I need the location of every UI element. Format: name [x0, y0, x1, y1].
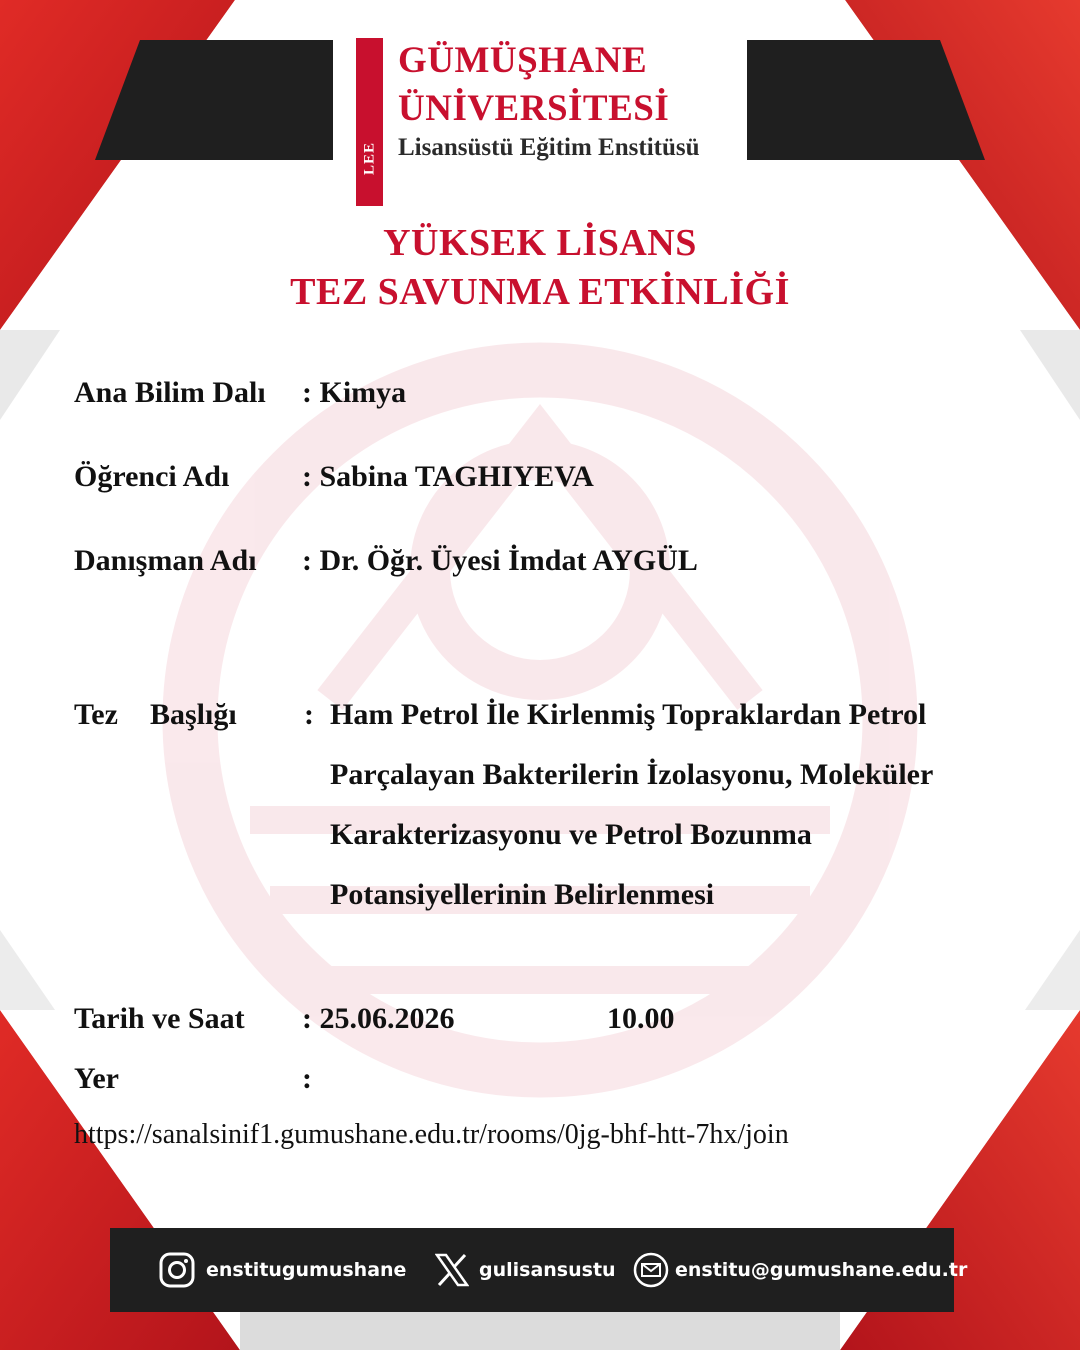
- thesis-label-part2: Başlığı: [150, 698, 237, 731]
- university-name-line2: ÜNİVERSİTESİ: [398, 88, 670, 129]
- instagram-icon: [158, 1251, 196, 1289]
- time-value: 10.00: [607, 1002, 675, 1035]
- student-value: : Sabina TAGHIYEVA: [302, 460, 594, 493]
- thesis-title-line: Ham Petrol İle Kirlenmiş Topraklardan Petrol: [330, 698, 927, 731]
- student-label: Öğrenci Adı: [74, 460, 230, 493]
- email-icon: [633, 1252, 669, 1288]
- x-contact[interactable]: [435, 1228, 616, 1312]
- advisor-value: : Dr. Öğr. Üyesi İmdat AYGÜL: [302, 544, 698, 577]
- department-label: Ana Bilim Dalı: [74, 376, 266, 409]
- contact-footer: [110, 1228, 968, 1312]
- thesis-title-line: Potansiyellerinin Belirlenmesi: [330, 878, 715, 911]
- place-label: Yer: [74, 1062, 119, 1095]
- thesis-label-part1: Tez: [74, 698, 118, 731]
- department-value: : Kimya: [302, 376, 407, 409]
- advisor-label: Danışman Adı: [74, 544, 257, 577]
- x-handle: gulisansustu: [479, 1259, 616, 1281]
- logo-abbreviation: LEE: [361, 142, 378, 176]
- datetime-label: Tarih ve Saat: [74, 1002, 245, 1035]
- thesis-title-line: Parçalayan Bakterilerin İzolasyonu, Moleküler: [330, 758, 934, 791]
- institute-name: Lisansüstü Eğitim Enstitüsü: [398, 134, 700, 161]
- email-address: enstitu@gumushane.edu.tr: [675, 1259, 968, 1281]
- instagram-contact[interactable]: [158, 1228, 406, 1312]
- thesis-colon: :: [304, 698, 314, 731]
- email-contact[interactable]: [633, 1228, 967, 1312]
- place-value: :: [302, 1062, 312, 1095]
- x-icon: [435, 1253, 469, 1287]
- date-value: : 25.06.2026: [302, 1002, 455, 1035]
- event-title-line2: TEZ SAVUNMA ETKİNLİĞİ: [290, 271, 790, 313]
- instagram-handle: enstitugumushane: [206, 1259, 407, 1281]
- event-title-line1: YÜKSEK LİSANS: [383, 222, 697, 264]
- university-logo: [356, 38, 736, 208]
- thesis-title-line: Karakterizasyonu ve Petrol Bozunma: [330, 818, 812, 851]
- meeting-link[interactable]: https://sanalsinif1.gumushane.edu.tr/rooms/0jg-bhf-htt-7hx/join: [74, 1119, 789, 1150]
- university-name-line1: GÜMÜŞHANE: [398, 40, 648, 81]
